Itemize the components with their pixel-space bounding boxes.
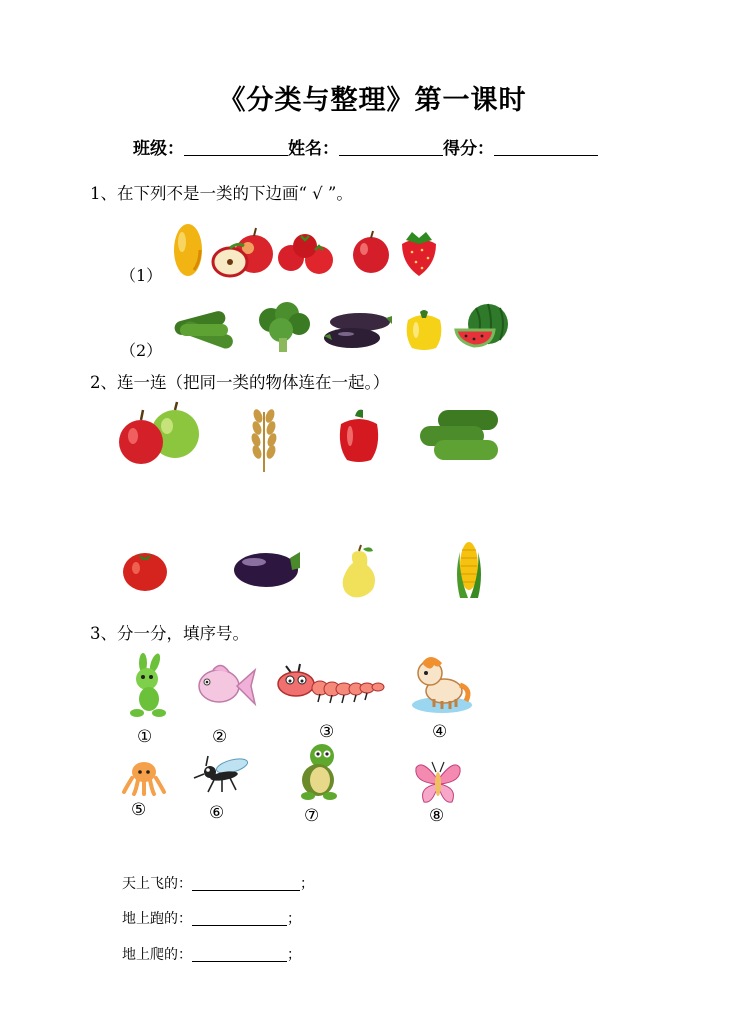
name-label: 姓名： xyxy=(288,139,339,159)
fly-end-mark: ； xyxy=(300,876,314,892)
crawl-label: 地上爬的： xyxy=(122,947,192,963)
centipede-icon[interactable] xyxy=(272,660,390,708)
crawl-blank[interactable] xyxy=(192,947,287,962)
animal-number-6: ⑥ xyxy=(209,803,225,823)
class-label: 班级： xyxy=(133,139,184,159)
goldfish-icon[interactable] xyxy=(193,660,257,710)
bell-pepper-icon[interactable] xyxy=(402,306,446,352)
animal-number-5: ⑤ xyxy=(131,800,147,820)
animal-number-7: ⑦ xyxy=(304,806,320,826)
q1-row2-label: （2） xyxy=(120,341,163,360)
q1-prompt: 1、在下列不是一类的下边画“ √ ”。 xyxy=(90,184,353,203)
mango-icon[interactable] xyxy=(170,222,206,278)
fill-row-fly xyxy=(122,873,314,893)
run-end-mark: ； xyxy=(287,911,301,927)
tomatoes-icon[interactable] xyxy=(277,232,335,276)
tomato-icon[interactable] xyxy=(122,550,168,592)
fly-label: 天上飞的： xyxy=(122,876,192,892)
broccoli-icon[interactable] xyxy=(255,302,313,354)
fly-blank[interactable] xyxy=(192,876,300,891)
octopus-icon[interactable] xyxy=(122,760,166,794)
corn-icon[interactable] xyxy=(452,538,486,600)
score-label: 得分： xyxy=(443,139,494,159)
run-blank[interactable] xyxy=(192,911,287,926)
cucumbers-large-icon[interactable] xyxy=(418,408,504,464)
q3-prompt: 3、分一分，填序号。 xyxy=(90,624,249,643)
run-label: 地上跑的： xyxy=(122,911,192,927)
animal-number-8: ⑧ xyxy=(429,806,445,826)
fill-row-crawl xyxy=(122,944,301,964)
animal-number-1: ① xyxy=(137,727,153,747)
class-blank[interactable] xyxy=(184,139,288,156)
apple-halved-icon[interactable] xyxy=(208,226,274,278)
strawberry-icon[interactable] xyxy=(398,228,440,278)
wheat-icon[interactable] xyxy=(242,402,286,472)
animal-number-2: ② xyxy=(212,727,228,747)
pony-icon[interactable] xyxy=(408,655,476,717)
student-info-row xyxy=(133,134,598,159)
pear-icon[interactable] xyxy=(337,545,381,599)
watermelon-icon[interactable] xyxy=(454,302,510,348)
apples-icon[interactable] xyxy=(117,406,203,466)
mosquito-icon[interactable] xyxy=(192,752,254,794)
turtle-icon[interactable] xyxy=(296,742,340,800)
name-blank[interactable] xyxy=(339,139,443,156)
crawl-end-mark: ； xyxy=(287,947,301,963)
rabbit-icon[interactable] xyxy=(125,655,171,719)
eggplant-icon[interactable] xyxy=(228,540,302,590)
butterfly-icon[interactable] xyxy=(414,758,462,806)
animal-number-3: ③ xyxy=(319,722,335,742)
cucumbers-icon[interactable] xyxy=(172,304,238,352)
fill-row-run xyxy=(122,908,301,928)
page-title: 《分类与整理》第一课时 xyxy=(218,85,527,116)
eggplants-icon[interactable] xyxy=(322,306,394,352)
animal-number-4: ④ xyxy=(432,722,448,742)
q1-row1-label: （1） xyxy=(120,266,163,285)
apple-icon[interactable] xyxy=(350,230,392,274)
q2-prompt: 2、连一连（把同一类的物体连在一起。） xyxy=(90,373,390,392)
score-blank[interactable] xyxy=(494,139,598,156)
red-pepper-icon[interactable] xyxy=(337,408,381,464)
